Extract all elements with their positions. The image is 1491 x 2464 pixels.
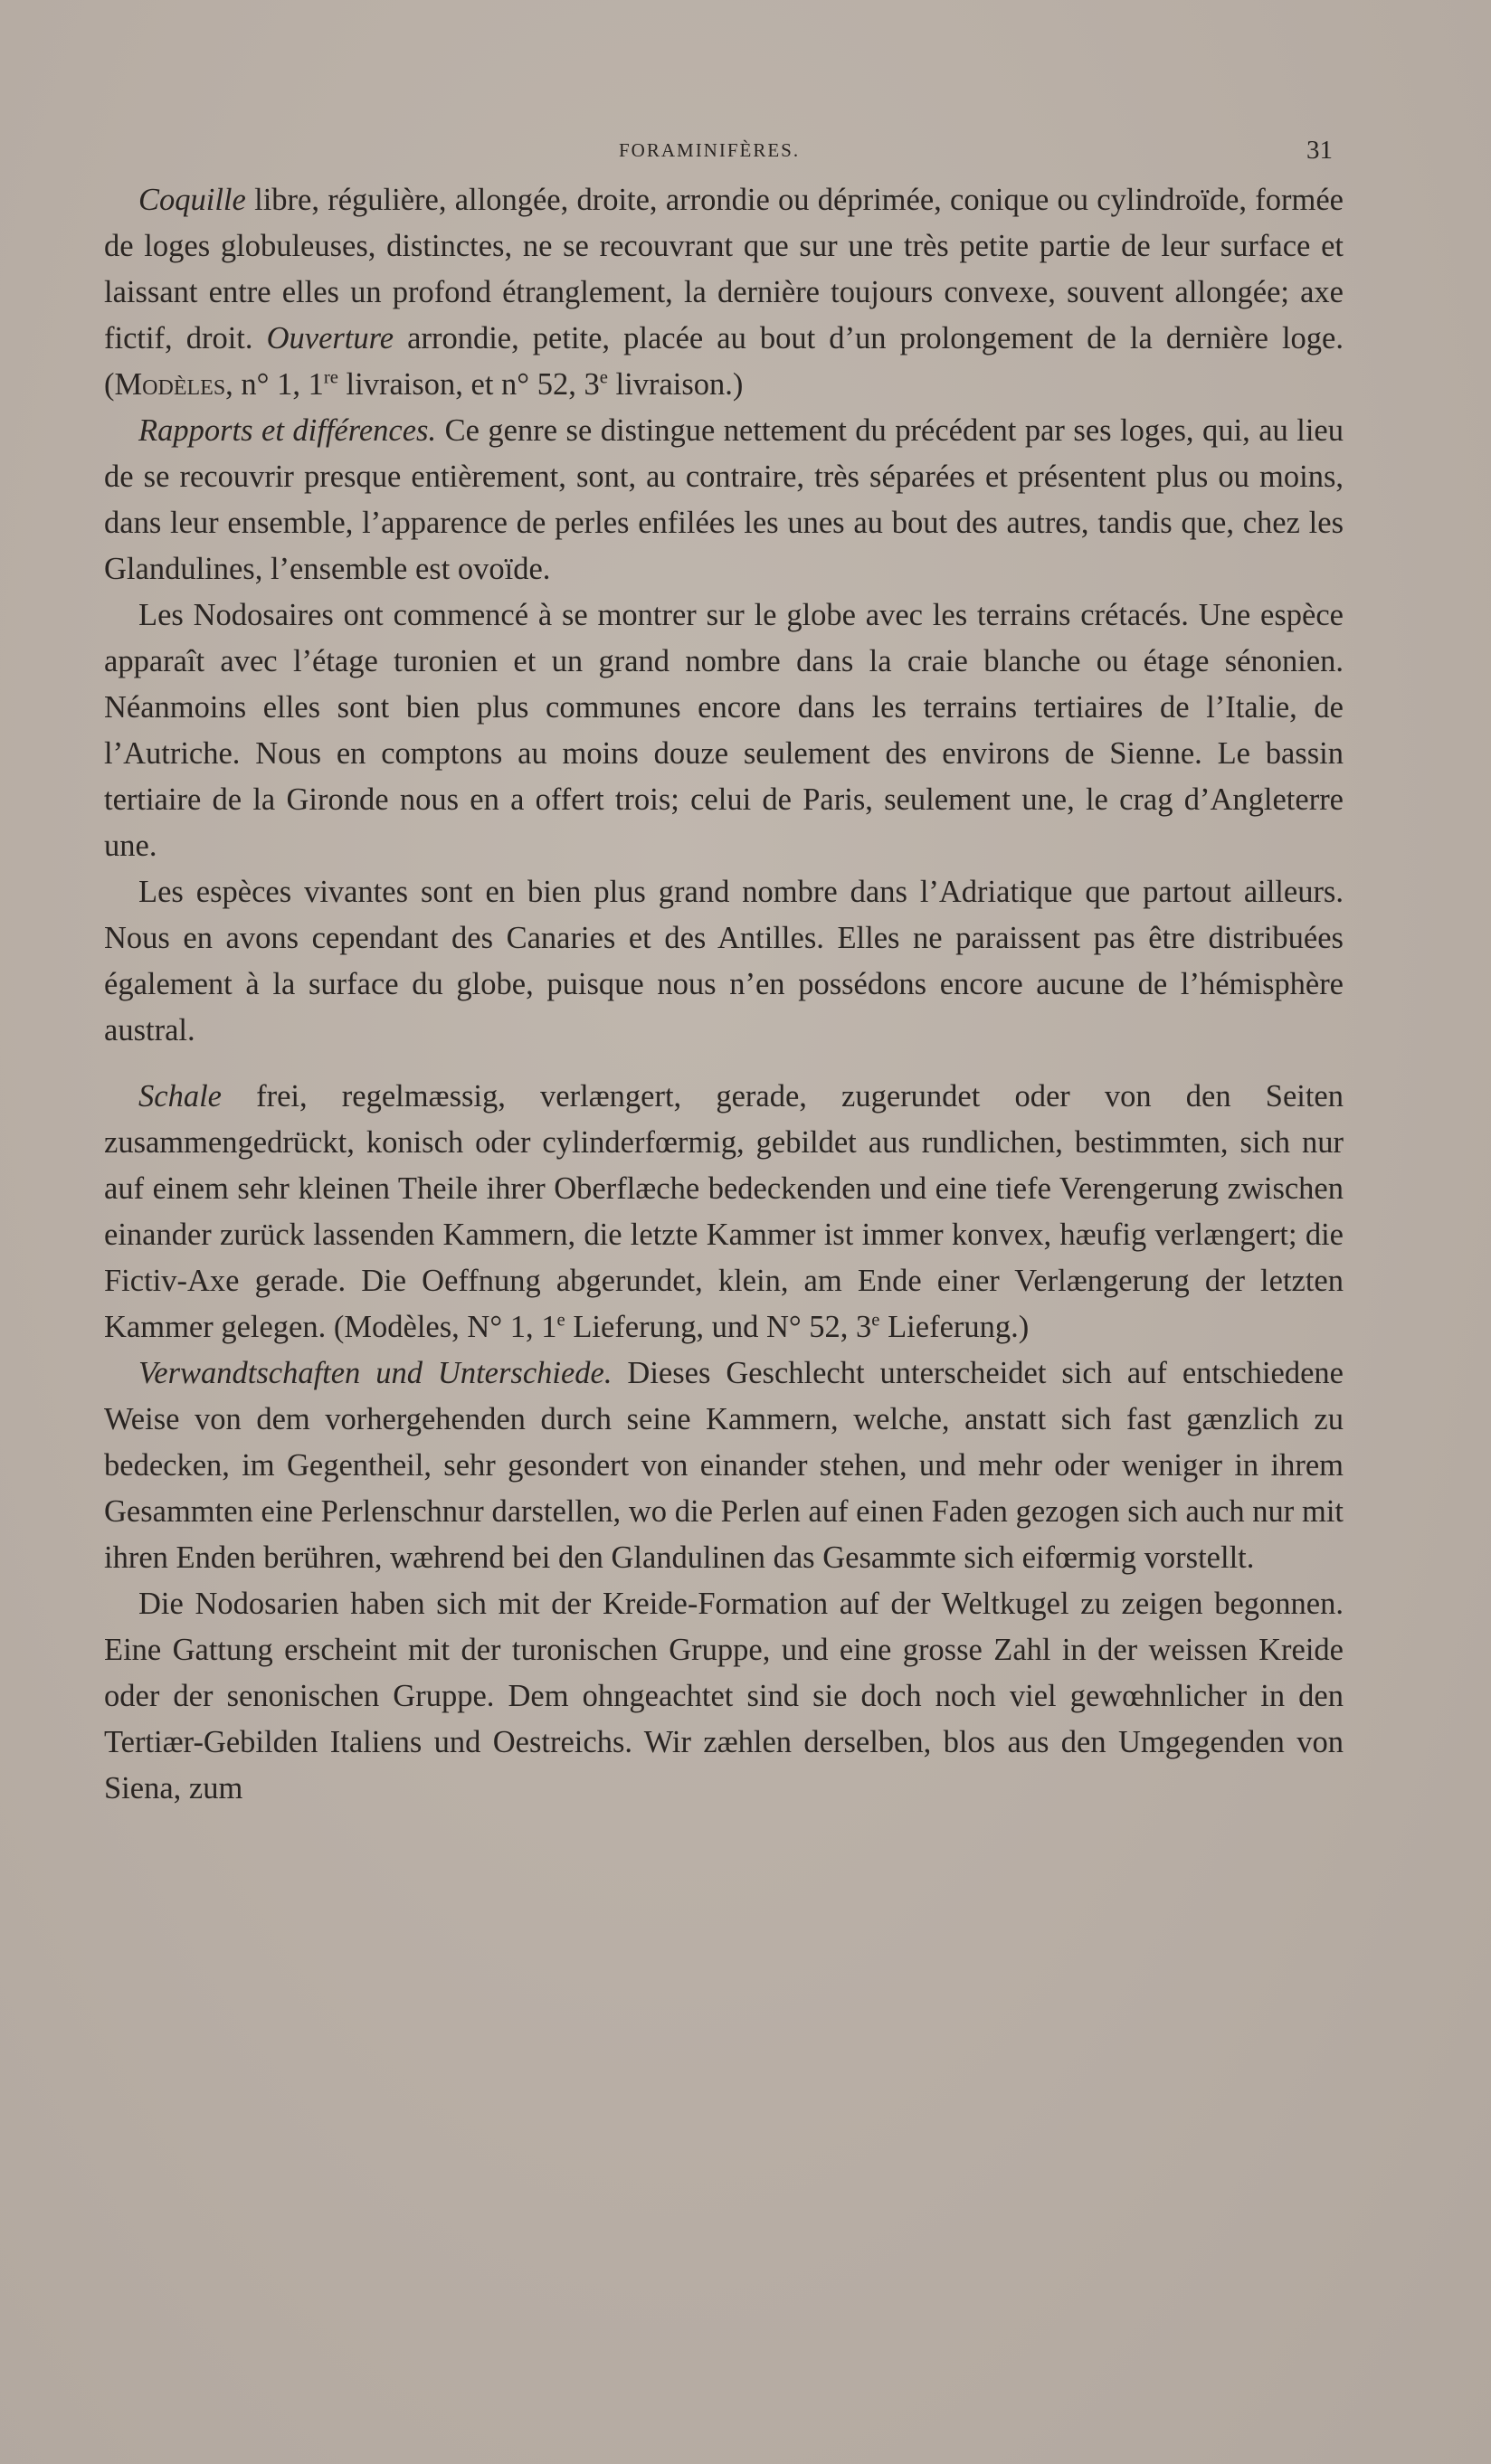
heading-verwandtschaften: Verwandtschaften und Unterschiede. xyxy=(138,1356,613,1390)
superscript: re xyxy=(323,367,338,388)
term-schale: Schale xyxy=(138,1079,222,1114)
paragraph-fr-description xyxy=(104,177,1344,408)
text: arrondie, petite, placée au bout d’un prolongement de la dernière loge. ( xyxy=(104,321,1344,402)
body-text xyxy=(104,177,1344,1812)
paragraph-de-description xyxy=(104,1074,1344,1350)
text: Ce genre se distingue nettement du précédent par ses loges, qui, au lieu de se recouvrir presque entièrement, sont, au contraire, très séparées et présentent plus ou moins, dans leur ensemble, l’apparence de perles enfilées les unes au bout des autres, tandis que, chez les Glandulines, l’ensemble est ovoïde. xyxy=(104,413,1344,586)
text: livraison, et n° 52, 3 xyxy=(337,367,600,402)
running-head xyxy=(0,136,1491,168)
superscript: e xyxy=(556,1310,565,1331)
text: livraison.) xyxy=(607,367,744,402)
text: Dieses Geschlecht unterscheidet sich auf entschiedene Weise von dem vorhergehenden durch seine Kammern, welche, anstatt sich fast gænzlich zu bedecken, im Gegentheil, sehr gesondert von einander stehen, und mehr oder weniger in ihrem Gesammten eine Perlenschnur darstellen, wo die Perlen auf einen Faden gezogen sich auch nur mit ihren Enden berühren, wæhrend bei den Glandulinen das Gesammte sich eifœrmig vorstellt. xyxy=(104,1356,1344,1575)
term-coquille: Coquille xyxy=(138,183,246,217)
superscript: e xyxy=(599,367,608,388)
text: libre, régulière, allongée, droite, arrondie ou déprimée, conique ou cylindroïde, formée de loges globuleuses, distinctes, ne se recouvrant que sur une très petite partie de leur surface et laissant entre elles un profond étranglement, la dernière toujours convexe, souvent allongée; axe fictif, droit. xyxy=(104,183,1344,355)
paragraph-fr-distribution-living: Les espèces vivantes sont en bien plus grand nombre dans l’Adriatique que partout ailleurs. Nous en avons cependant des Canaries et des Antilles. Elles ne paraissent pas être distribuées également à la surface du globe, puisque nous n’en possédons encore aucune de l’hémisphère austral. xyxy=(104,875,1344,1047)
paragraph-de-verwandtschaften xyxy=(104,1350,1344,1581)
text: Lieferung.) xyxy=(879,1310,1030,1344)
text: , n° 1, 1 xyxy=(225,367,324,402)
running-title: FORAMINIFÈRES. xyxy=(619,139,801,161)
term-ouverture: Ouverture xyxy=(266,321,394,355)
paragraph-fr-distribution-fossil: Les Nodosaires ont commencé à se montrer sur le globe avec les terrains crétacés. Une espèce apparaît avec l’étage turonien et un grand nombre dans la craie blanche ou étage sénonien. Néanmoins elles sont bien plus communes encore dans les terrains tertiaires de l’Italie, de l’Autriche. Nous en comptons au moins douze seulement des environs de Sienne. Le bassin tertiaire de la Gironde nous en a offert trois; celui de Paris, seulement une, le crag d’Angleterre une. xyxy=(104,598,1344,863)
page-number: 31 xyxy=(1306,136,1333,165)
paragraph-fr-rapports xyxy=(104,408,1344,592)
text: frei, regelmæssig, verlængert, gerade, zugerundet oder von den Seiten zusammengedrückt, konisch oder cylinderfœrmig, gebildet aus rundlichen, bestimmten, sich nur auf einem sehr kleinen Theile ihrer Oberflæche bedeckenden und eine tiefe Verengerung zwischen einander zurück lassenden Kammern, die letzte Kammer ist immer konvex, hæufig verlængert; die Fictiv-Axe gerade. Die Oeffnung abgerundet, klein, am Ende einer Verlængerung der letzten Kammer gelegen. (Modèles, N° 1, 1 xyxy=(104,1079,1344,1344)
heading-rapports: Rapports et différences. xyxy=(138,413,437,448)
text: Lieferung, und N° 52, 3 xyxy=(565,1310,872,1344)
superscript: e xyxy=(871,1310,880,1331)
paragraph-de-distribution: Die Nodosarien haben sich mit der Kreide-Formation auf der Weltkugel zu zeigen begonnen. Eine Gattung erscheint mit der turonischen Gruppe, und eine grosse Zahl in der weissen Kreide oder der senonischen Gruppe. Dem ohngeachtet sind sie doch noch viel gewœhnlicher in den Tertiær-Gebilden Italiens und Oestreichs. Wir zæhlen derselben, blos aus den Umgegenden von Siena, zum xyxy=(104,1587,1344,1805)
term-modeles: Modèles xyxy=(114,367,226,402)
